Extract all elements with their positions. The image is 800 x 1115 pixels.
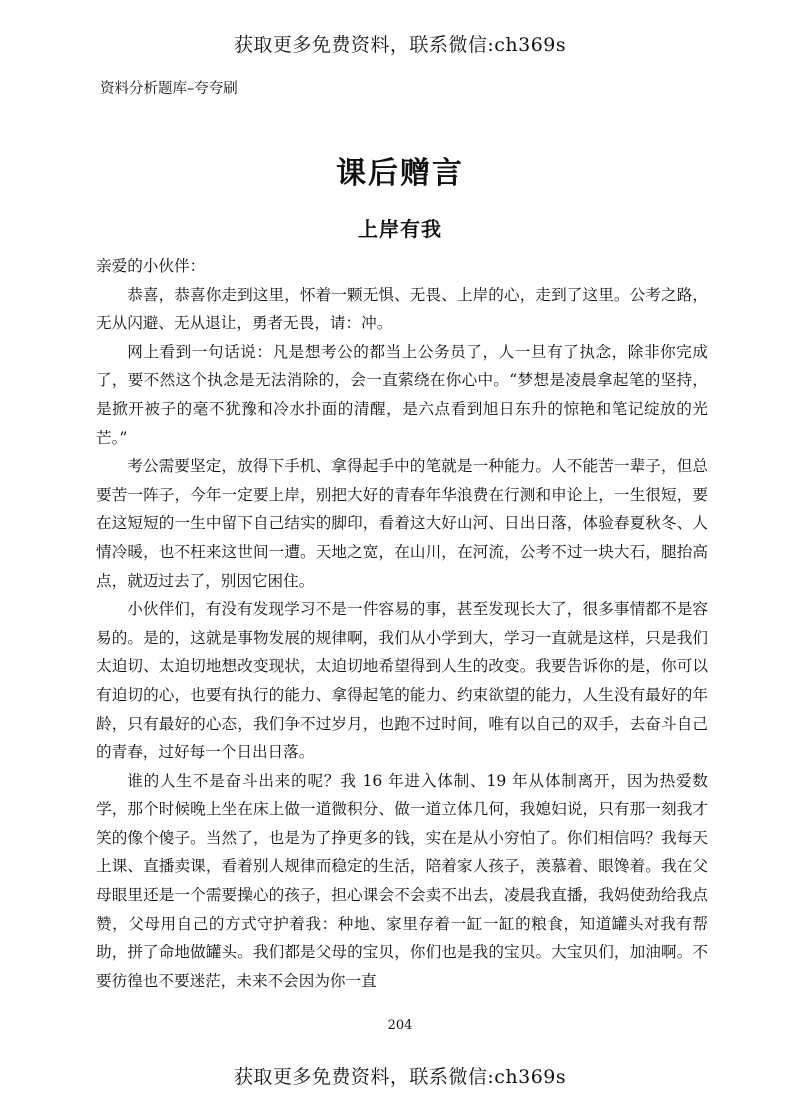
article-body [96,252,708,995]
page-title: 课后赠言 [336,156,464,191]
page-subtitle: 上岸有我 [358,217,442,241]
paragraph: 谁的人生不是奋斗出来的呢？我 16 年进入体制、19 年从体制离开，因为热爱数学，那个时候晚上坐在床上做一道微积分、做一道立体几何，我媳妇说，只有那一刻我才笑的像个傻子。当然了，也是为了挣更多的钱，实在是从小穷怕了。你们相信吗？我每天上课、直播卖课，看着别人规律而稳定的生活，陪着家人孩子，羡慕着、眼馋着。我在父母眼里还是一个需要操心的孩子，担心课会不会卖不出去，凌晨我直播，我妈使劲给我点赞，父母用自己的方式守护着我：种地、家里存着一缸一缸的粮食，知道罐头对我有帮助，拼了命地做罐头。我们都是父母的宝贝，你们也是我的宝贝。大宝贝们，加油啊。不要彷徨也不要迷茫，未来不会因为你一直 [96,771,708,990]
running-header: 资料分析题库–夸夸刷 [100,81,238,97]
paragraph: 恭喜，恭喜你走到这里，怀着一颗无惧、无畏、上岸的心，走到了这里。公考之路，无从闪避、无从退让，勇者无畏，请：冲。 [96,285,708,333]
page-number: 204 [387,1018,413,1033]
watermark-top: 获取更多免费资料，联系微信:ch369s [233,34,567,56]
paragraph: 小伙伴们，有没有发现学习不是一件容易的事，甚至发现长大了，很多事情都不是容易的。是的，这就是事物发展的规律啊，我们从小学到大，学习一直就是这样，只是我们太迫切、太迫切地想改变现状，太迫切地希望得到人生的改变。我要告诉你的是，你可以有迫切的心，也要有执行的能力、拿得起笔的能力、约束欲望的能力，人生没有最好的年龄，只有最好的心态，我们争不过岁月，也跑不过时间，唯有以自己的双手，去奋斗自己的青春，过好每一个日出日落。 [96,600,708,762]
paragraph: 考公需要坚定，放得下手机、拿得起手中的笔就是一种能力。人不能苦一辈子，但总要苦一阵子，今年一定要上岸，别把大好的青春年华浪费在行测和申论上，一生很短，要在这短短的一生中留下自己结实的脚印，看着这大好山河、日出日落，体验春夏秋冬、人情冷暖，也不枉来这世间一遭。天地之宽，在山川，在河流，公考不过一块大石，腿抬高点，就迈过去了，别因它困住。 [96,457,708,590]
paragraph: 网上看到一句话说：凡是想考公的都当上公务员了，人一旦有了执念，除非你完成了，要不然这个执念是无法消除的，会一直萦绕在你心中。“梦想是凌晨拿起笔的坚持，是掀开被子的毫不犹豫和冷水扑面的清醒，是六点看到旭日东升的惊艳和笔记绽放的光芒。” [96,342,708,447]
salutation: 亲爱的小伙伴： [96,257,206,275]
watermark-bottom: 获取更多免费资料，联系微信:ch369s [233,1066,567,1088]
